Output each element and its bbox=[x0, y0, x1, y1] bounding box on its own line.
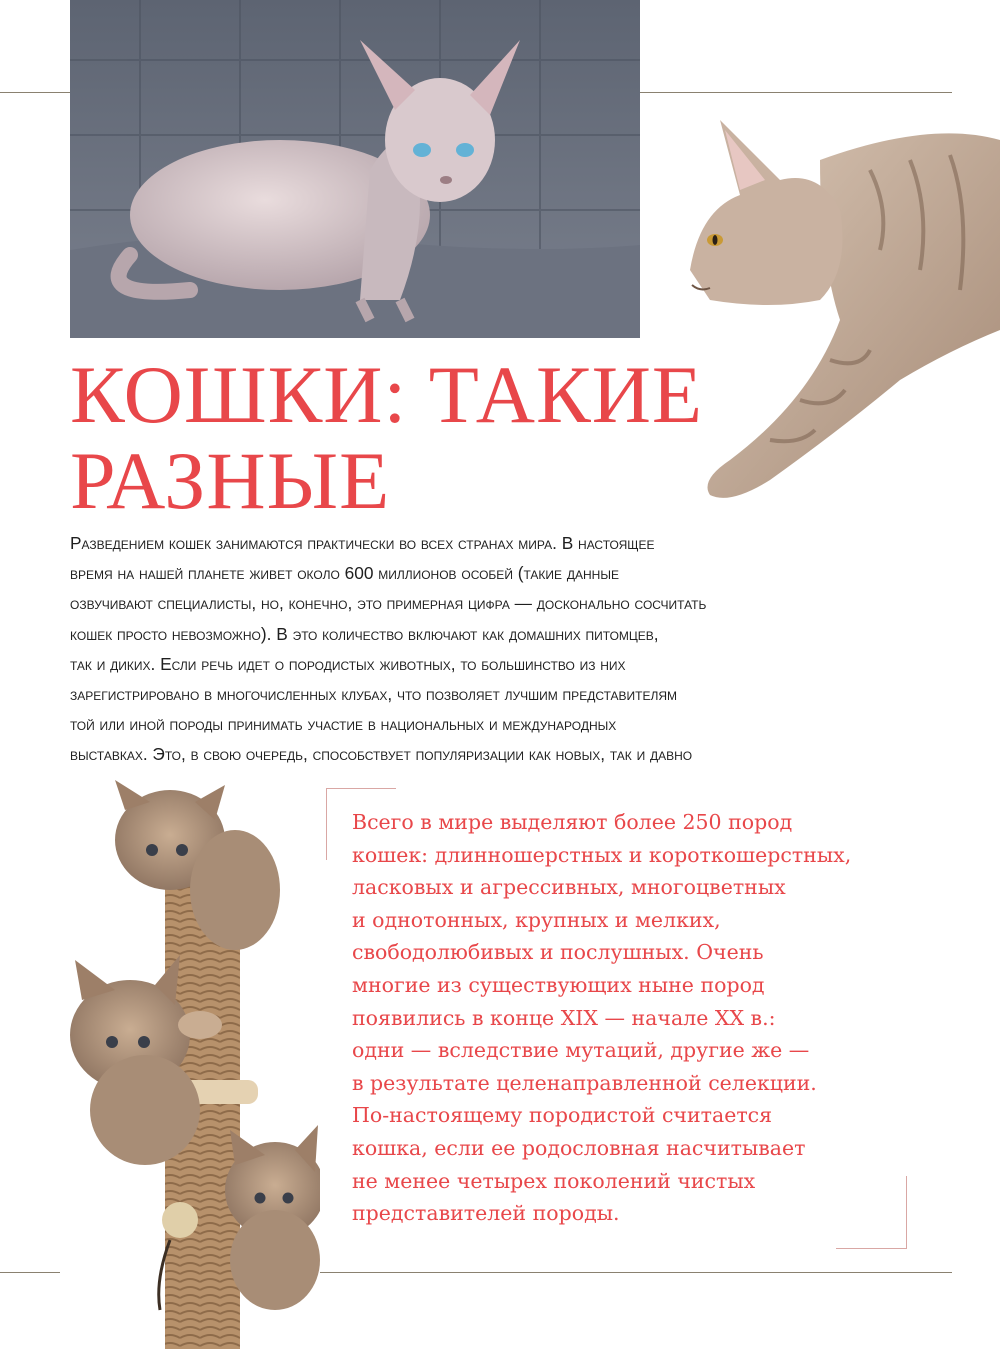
quote-line: многие из существующих ныне пород bbox=[352, 972, 765, 997]
quote-line: Всего в мире выделяют более 250 пород bbox=[352, 810, 793, 834]
sphynx-cat-photo bbox=[70, 0, 640, 338]
quote-line: кошек: длинношерстных и короткошерстных, bbox=[352, 842, 852, 867]
intro-line: кошек просто невозможно). В это количество включают как домашних питомцев, bbox=[70, 623, 659, 644]
tabby-cat-photo bbox=[670, 100, 1000, 510]
intro-line: озвучивают специалисты, но, конечно, это примерная цифра — досконально сосчитать bbox=[70, 593, 707, 614]
quote-line: и однотонных, крупных и мелких, bbox=[352, 907, 721, 932]
quote-line: в результате целенаправленной селекции. bbox=[352, 1070, 817, 1095]
intro-line: время на нашей планете живет около 600 миллионов особей (такие данные bbox=[70, 563, 619, 584]
title-line: РАЗНЫЕ bbox=[70, 435, 391, 526]
intro-line: той или иной породы принимать участие в национальных и международных bbox=[70, 714, 617, 735]
kittens-scratching-post-photo bbox=[60, 780, 320, 1349]
highlight-quote bbox=[352, 806, 912, 1230]
intro-line: так и диких. Если речь идет о породистых животных, то большинство из них bbox=[70, 653, 626, 674]
quote-line: появились в конце XIX — начале XX в.: bbox=[352, 1005, 776, 1030]
top-rule-left bbox=[0, 92, 70, 93]
quote-line: кошка, если ее родословная насчитывает bbox=[352, 1135, 806, 1160]
top-rule-right bbox=[640, 92, 952, 93]
quote-frame-corner-top-left bbox=[326, 788, 327, 860]
intro-paragraph bbox=[70, 528, 920, 800]
intro-line: Разведением кошек занимаются практически во всех странах мира. В настоящее bbox=[70, 533, 655, 553]
intro-line: выставках. Это, в свою очередь, способствует популяризации как новых, так и давно bbox=[70, 744, 693, 765]
quote-line: свободолюбивых и послушных. Очень bbox=[352, 940, 764, 965]
page-title bbox=[70, 349, 710, 526]
title-line: КОШКИ: ТАКИЕ bbox=[70, 349, 704, 440]
quote-line: представителей породы. bbox=[352, 1201, 620, 1226]
quote-line: не менее четырех поколений чистых bbox=[352, 1168, 756, 1193]
quote-frame-corner-top-left-horizontal bbox=[326, 788, 396, 789]
quote-line: По-настоящему породистой считается bbox=[352, 1103, 773, 1128]
quote-line: одни — вследствие мутаций, другие же — bbox=[352, 1038, 810, 1063]
intro-line: зарегистрировано в многочисленных клубах, что позволяет лучшим представителям bbox=[70, 684, 678, 705]
quote-line: ласковых и агрессивных, многоцветных bbox=[352, 875, 786, 900]
quote-frame-corner-bottom-right-horizontal bbox=[836, 1248, 907, 1249]
